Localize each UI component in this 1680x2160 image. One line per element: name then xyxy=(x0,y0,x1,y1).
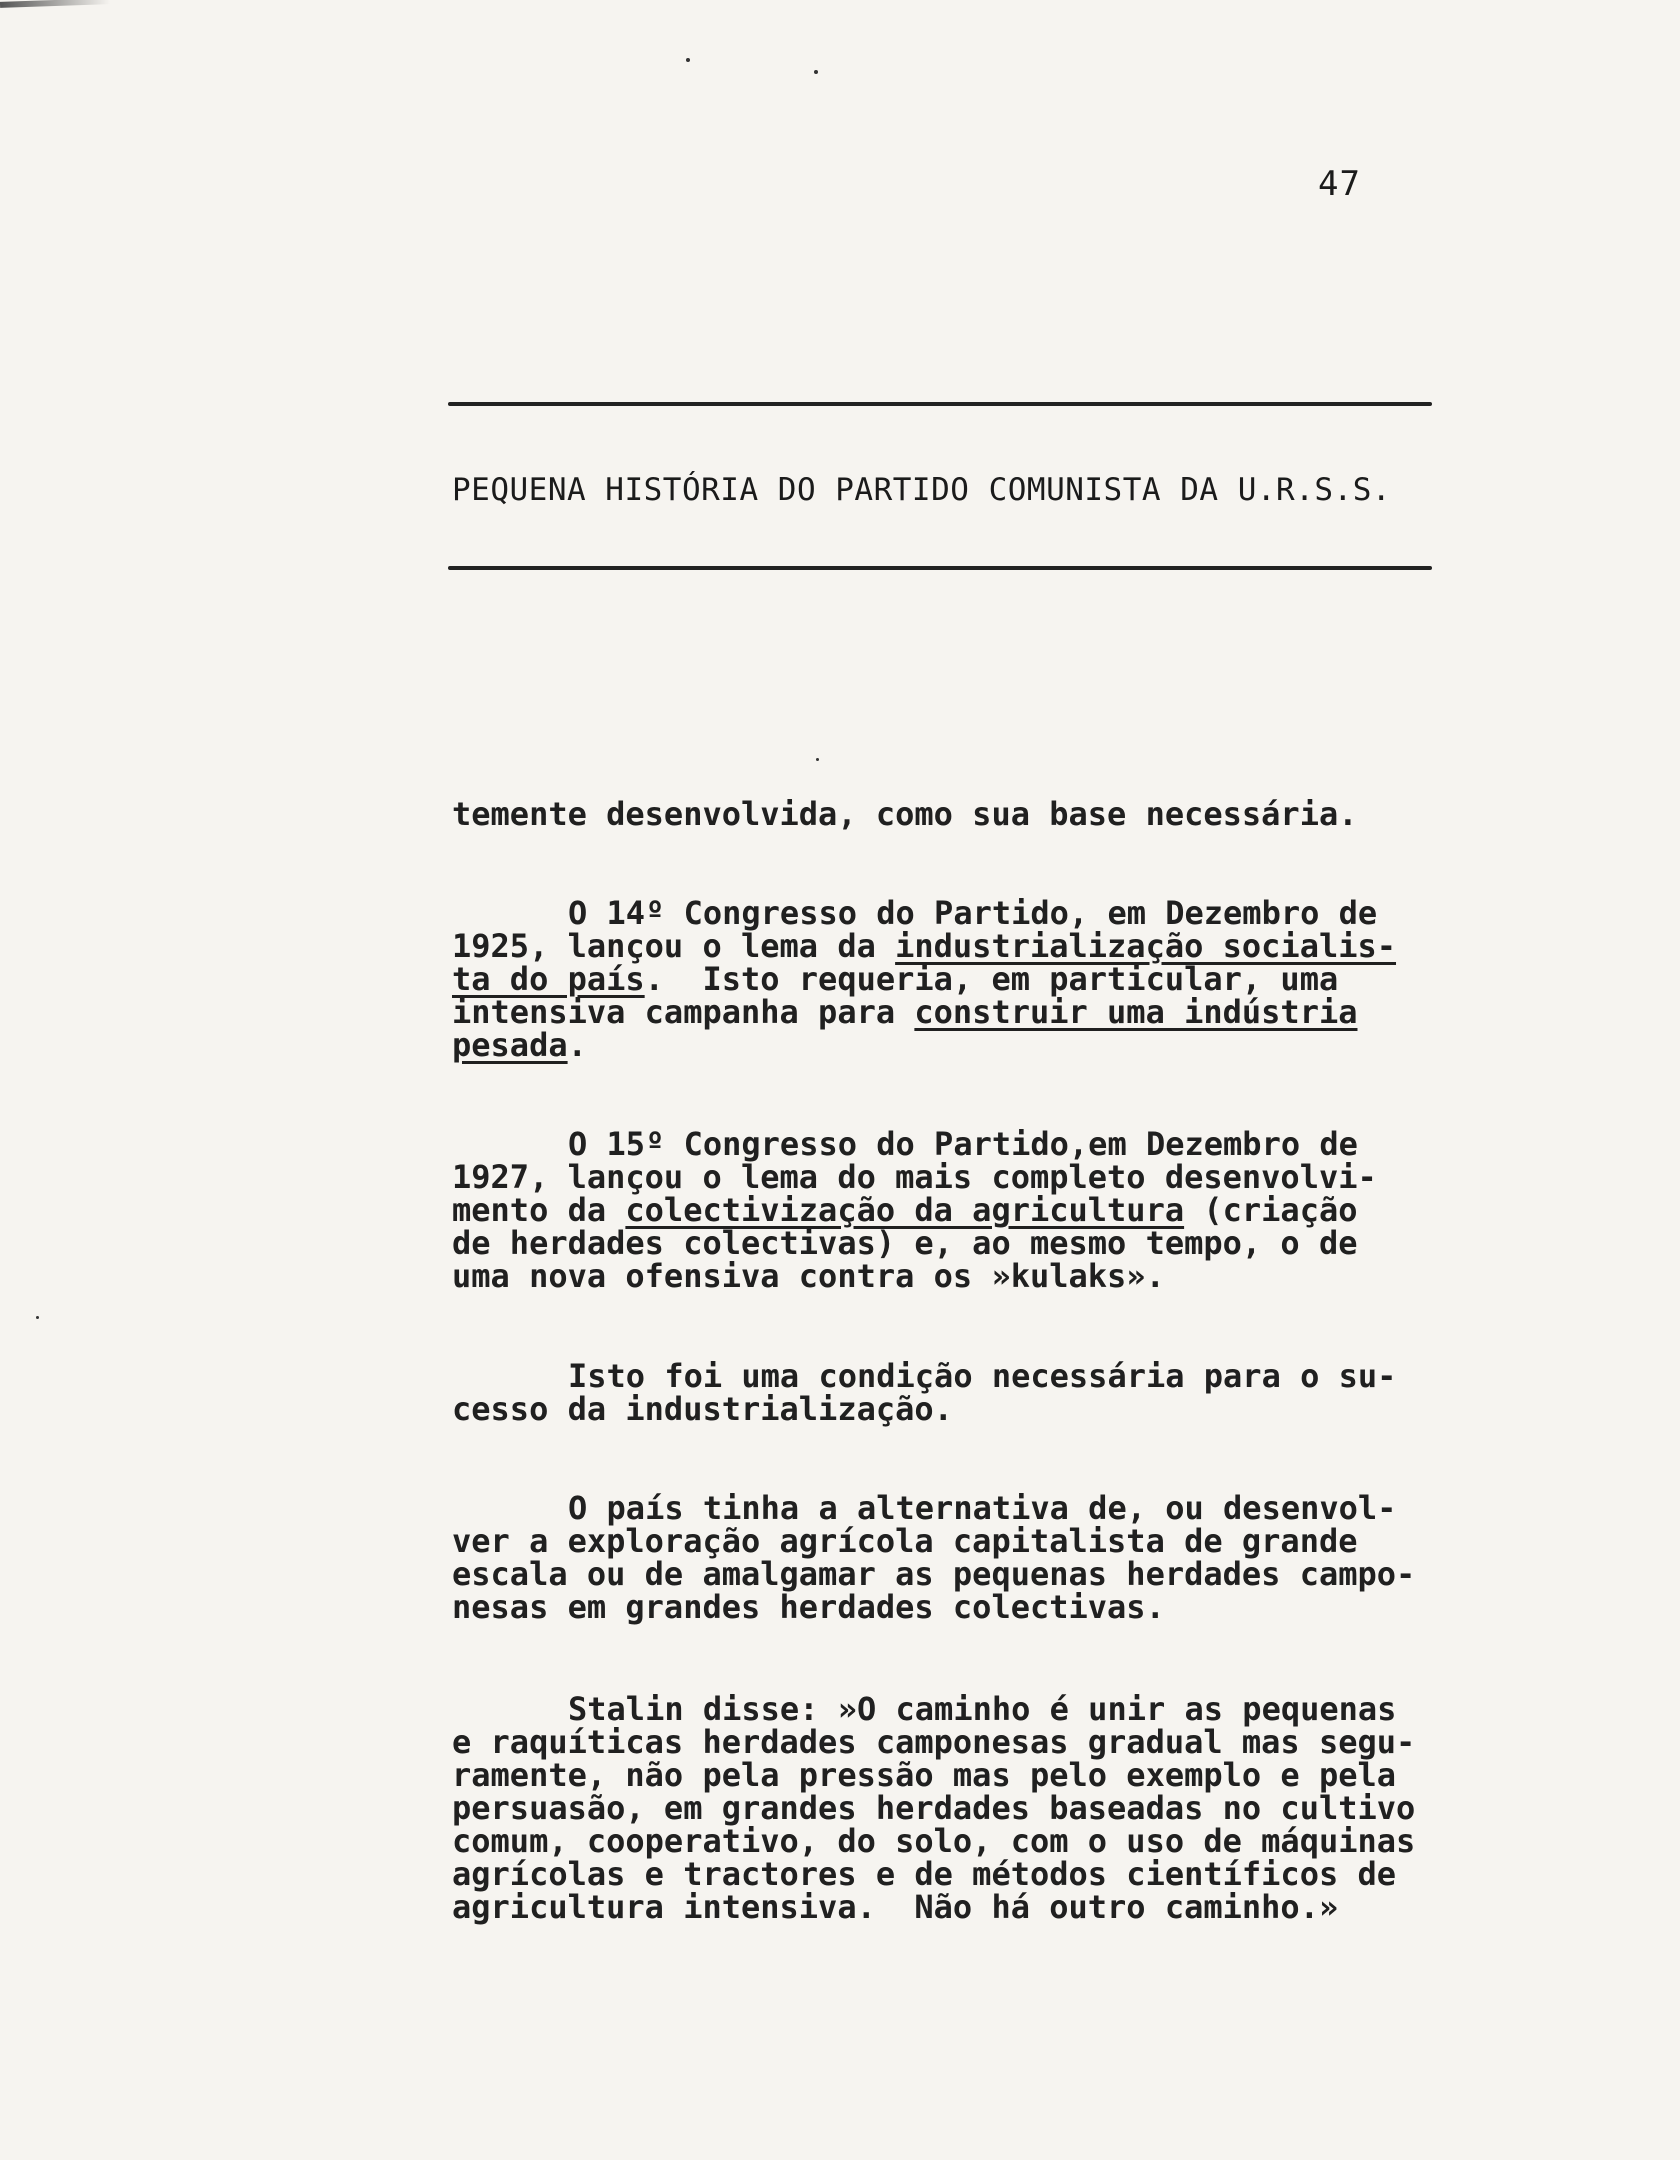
paragraph-alternative: O país tinha a alternativa de, ou desenvol- ver a exploração agrícola capitalista de grande escala ou de amalgamar as pequenas herdades campo- nesas em grandes herdades colectivas. xyxy=(452,1489,1416,1626)
scan-edge-mark xyxy=(0,0,110,8)
dust-fleck xyxy=(816,758,819,761)
para-text: (criação de herdades colectivas) e, ao mesmo tempo, o de uma nova ofensiva contra os »kulaks». xyxy=(452,1191,1358,1295)
para-text: . Isto requeria, em particular, uma intensiva campanha para xyxy=(452,960,1339,1031)
para-text: . xyxy=(567,1026,587,1064)
paragraph-continuation: temente desenvolvida, como sua base necessária. xyxy=(452,795,1358,833)
para-text: O 15º Congresso do Partido,em Dezembro de 1927, lançou o lema do mais completo desenvolvi- mento da xyxy=(452,1125,1377,1229)
paragraph-stalin-quote: Stalin disse: »O caminho é unir as pequenas e raquíticas herdades camponesas gradual mas segu- ramente, não pela pressão mas pelo exemplo e pela persuasão, em grandes herdades baseadas no cultivo comum, cooperativo, do solo, com o uso de máquinas agrícolas e tractores e de métodos científicos de agricultura intensiva. Não há outro caminho.» xyxy=(452,1690,1416,1926)
page-number: 47 xyxy=(1318,164,1361,204)
paragraph-14th-congress xyxy=(452,894,1397,1064)
paragraph-industrialization-condition: Isto foi uma condição necessária para o su- cesso da industrialização. xyxy=(452,1357,1397,1428)
header-rule-bottom xyxy=(448,566,1432,570)
dust-fleck xyxy=(814,70,818,74)
running-head: PEQUENA HISTÓRIA DO PARTIDO COMUNISTA DA U.R.S.S. xyxy=(452,472,1392,508)
dust-fleck xyxy=(36,1316,39,1319)
header-rule-top xyxy=(448,402,1432,406)
dust-fleck xyxy=(686,58,690,62)
paragraph-15th-congress xyxy=(452,1125,1377,1295)
para-text: O 14º Congresso do Partido, em Dezembro de 1925, lançou o lema da xyxy=(452,894,1378,965)
underlined-phrase: construir uma indústria pesada xyxy=(452,993,1358,1064)
underlined-phrase: colectivização da agricultura xyxy=(625,1191,1185,1229)
underlined-phrase: industrialização socialis- ta do país xyxy=(452,927,1397,998)
